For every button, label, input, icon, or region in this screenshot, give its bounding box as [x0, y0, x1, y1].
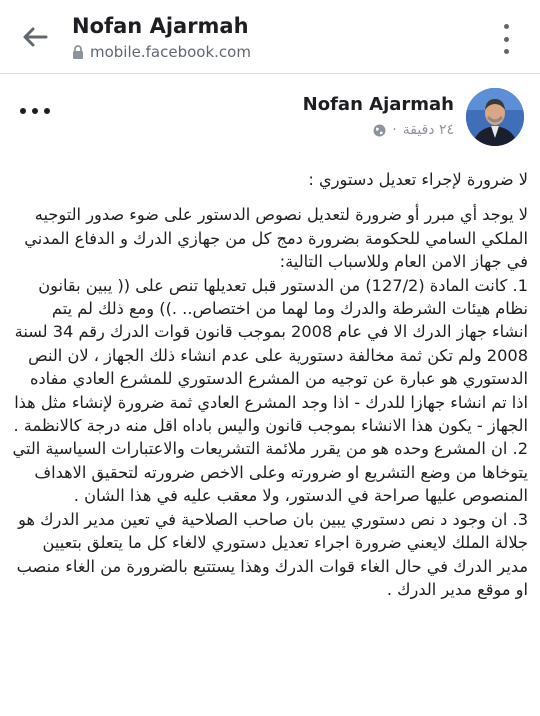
url-row [72, 42, 251, 62]
more-vertical-icon [504, 24, 509, 29]
post-options-button[interactable] [20, 106, 50, 116]
post-meta [373, 122, 454, 138]
separator: · [392, 122, 397, 138]
more-horizontal-icon [20, 108, 26, 114]
post-time[interactable]: ٢٤ دقيقة [402, 122, 454, 138]
post-text [12, 168, 528, 601]
post-paragraph: 3. ان وجود د نص دستوري يبين بان صاحب الصلاحية في تعين مدير الدرك هو جلالة الملك لايعني ضرورة اجراء تعديل دستوري لالغاء كل ما يتعلق بتعيين مدير الدرك في حال الغاء قوات الدرك وهذا يستتبع بالضرورة من الغاء منصب او موقع مدير الدرك . [16, 509, 528, 599]
page-title: Nofan Ajarmah [72, 14, 249, 38]
post-paragraph: 1. كانت المادة (127/2) من الدستور قبل تعديلها تنص على (( يبين بقانون نظام هيئات الشرطة والدرك وما لهما من اختصاص.. .)) ومع ذلك لم يتم انشاء جهاز الدرك الا في عام 2008 بموجب قانون قوات الدرك رقم 34 لسنة 2008 ولم تكن ثمة مخالفة دستورية على عدم انشاء ذلك الجهاز ، لان النص الدستوري هو عبارة عن توجيه من المشرع الدستوري للمشرع العادي مفاده اذا تم انشاء جهازا للدرك - اذا وجد المشرع العادي ثمة ضرورة لإنشاء مثل هذا الجهاز - يكون هذا الانشاء بموجب قانون واليس باداه اقل منه درجة كالانظمة . [13, 275, 528, 436]
post-author[interactable]: Nofan Ajarmah [302, 94, 454, 115]
menu-button[interactable] [496, 24, 516, 54]
post-paragraph: 2. ان المشرع وحده هو من يقرر ملائمة التشريعات والاعتبارات السياسية التي يتوخاها من وضع التشريع او ضرورته وعلى الاخص ضرورته لتحقيق الاهداف المنصوص عليها صراحة في الدستور، ولا معقب عليه في هذا الشان . [12, 439, 528, 506]
lock-icon [72, 45, 84, 60]
post-header [0, 84, 540, 154]
avatar-image [466, 88, 524, 146]
page-url: mobile.facebook.com [90, 43, 251, 61]
more-horizontal-icon-dot [32, 108, 38, 114]
post-paragraph: لا يوجد أي مبرر أو ضرورة لتعديل نصوص الدستور على ضوء صدور التوجيه الملكي السامي للحكومة بضرورة دمج كل من جهازي الدرك و الدفاع المدني في جهاز الامن العام وللاسباب التالية: [24, 205, 528, 272]
more-horizontal-icon-dot [44, 108, 50, 114]
globe-icon [373, 124, 386, 137]
back-arrow-icon [22, 26, 48, 48]
title-block [72, 12, 251, 62]
more-vertical-icon-dot [504, 37, 509, 42]
more-vertical-icon-dot [504, 49, 509, 54]
back-button[interactable] [20, 22, 50, 52]
post-paragraph: لا ضرورة لإجراء تعديل دستوري : [308, 170, 528, 189]
top-bar [0, 0, 540, 74]
avatar[interactable] [466, 88, 524, 146]
